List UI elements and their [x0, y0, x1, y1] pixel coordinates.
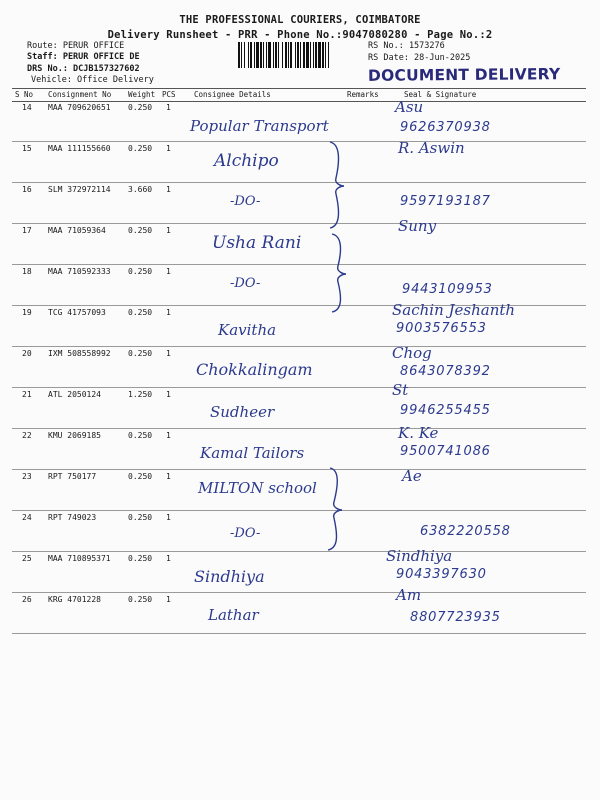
row-consignee-handwritten: Popular Transport	[190, 117, 329, 135]
row-signature: St	[392, 381, 409, 399]
row-consignment: IXM 508558992	[48, 349, 111, 358]
row-pcs: 1	[166, 185, 171, 194]
row-phone-handwritten: 9443109953	[402, 282, 493, 297]
row-sno: 19	[22, 308, 32, 317]
row-phone-handwritten: 9946255455	[400, 403, 491, 418]
row-consignment: KMU 2069185	[48, 431, 101, 440]
row-consignment: ATL 2050124	[48, 390, 101, 399]
row-consignee-handwritten: Lathar	[208, 606, 259, 624]
row-phone-handwritten: 9500741086	[400, 444, 491, 459]
row-consignee-handwritten: Kavitha	[218, 321, 277, 339]
table-row	[12, 217, 586, 265]
route-info: Route: PERUR OFFICE	[27, 41, 125, 51]
document-delivery-stamp: DOCUMENT DELIVERY	[367, 65, 561, 85]
row-pcs: 1	[166, 431, 171, 440]
row-consignment: SLM 372972114	[48, 185, 111, 194]
row-phone-handwritten: 8807723935	[410, 610, 501, 625]
table-row	[12, 381, 586, 429]
table-row	[12, 424, 586, 470]
row-consignment: KRG 4701228	[48, 595, 101, 604]
row-sno: 24	[22, 513, 32, 522]
row-consignee-handwritten: Usha Rani	[212, 233, 302, 253]
col-sno: S No	[15, 90, 34, 99]
row-signature: Asu	[395, 98, 424, 116]
row-consignee-handwritten: -DO-	[230, 194, 261, 209]
row-sno: 26	[22, 595, 32, 604]
drs-info: DRS No.: DCJB157327602	[27, 64, 140, 74]
row-phone-handwritten: 8643078392	[400, 364, 491, 379]
barcode-image	[238, 42, 362, 68]
row-pcs: 1	[166, 554, 171, 563]
vehicle-info: Vehicle: Office Delivery	[31, 75, 154, 85]
row-consignee-handwritten: Chokkalingam	[196, 360, 313, 379]
table-row	[12, 182, 586, 224]
row-weight: 0.250	[128, 554, 153, 563]
row-weight: 0.250	[128, 308, 153, 317]
row-pcs: 1	[166, 390, 171, 399]
row-pcs: 1	[166, 267, 171, 276]
table-row	[12, 346, 586, 388]
row-consignee-handwritten: Sudheer	[210, 403, 275, 421]
row-signature: Ae	[402, 467, 422, 485]
row-consignee-handwritten: Alchipo	[214, 151, 279, 171]
row-pcs: 1	[166, 513, 171, 522]
table-row	[12, 100, 586, 142]
row-consignment: MAA 111155660	[48, 144, 111, 153]
row-pcs: 1	[166, 103, 171, 112]
brace-17-18	[328, 232, 352, 314]
row-consignee-handwritten: MILTON school	[198, 479, 317, 497]
staff-info: Staff: PERUR OFFICE DE	[27, 52, 140, 62]
row-weight: 0.250	[128, 472, 153, 481]
row-consignment: MAA 709620651	[48, 103, 111, 112]
row-sno: 23	[22, 472, 32, 481]
row-phone-handwritten: 9626370938	[400, 120, 491, 135]
row-consignee-handwritten: -DO-	[230, 276, 261, 291]
row-weight: 0.250	[128, 144, 153, 153]
row-phone-handwritten: 9003576553	[396, 321, 487, 336]
company-title: THE PROFESSIONAL COURIERS, COIMBATORE	[179, 14, 421, 26]
row-signature: Suny	[398, 217, 437, 235]
row-pcs: 1	[166, 226, 171, 235]
row-signature: Chog	[392, 344, 432, 362]
row-consignment: RPT 749023	[48, 513, 97, 522]
table-row	[12, 547, 586, 593]
row-sno: 21	[22, 390, 32, 399]
col-pcs: PCS	[162, 90, 176, 99]
row-consignee-handwritten: Sindhiya	[194, 567, 265, 586]
rs-number: RS No.: 1573276	[368, 41, 445, 51]
row-pcs: 1	[166, 472, 171, 481]
runsheet-subtitle: Delivery Runsheet - PRR - Phone No.:9047080280 - Page No.:2	[107, 29, 493, 41]
row-weight: 0.250	[128, 226, 153, 235]
col-remarks: Remarks	[347, 90, 379, 99]
row-consignment: MAA 71059364	[48, 226, 106, 235]
row-sno: 25	[22, 554, 32, 563]
col-consignment: Consignment No	[48, 90, 112, 99]
row-consignee-handwritten: -DO-	[230, 526, 261, 541]
table-row	[12, 141, 586, 183]
row-consignee-handwritten: Kamal Tailors	[200, 444, 305, 462]
table-row	[12, 264, 586, 306]
row-sno: 15	[22, 144, 32, 153]
table-row	[12, 301, 586, 347]
table-row	[12, 586, 586, 634]
row-consignment: RPT 750177	[48, 472, 97, 481]
row-sno: 22	[22, 431, 32, 440]
row-weight: 1.250	[128, 390, 153, 399]
row-signature: R. Aswin	[398, 139, 465, 157]
row-weight: 0.250	[128, 513, 153, 522]
col-seal: Seal & Signature	[404, 90, 477, 99]
table-row	[12, 510, 586, 552]
row-consignment: MAA 710592333	[48, 267, 111, 276]
col-consignee: Consignee Details	[194, 90, 271, 99]
row-pcs: 1	[166, 595, 171, 604]
row-sno: 17	[22, 226, 32, 235]
row-consignment: MAA 710895371	[48, 554, 111, 563]
row-weight: 0.250	[128, 595, 153, 604]
row-pcs: 1	[166, 308, 171, 317]
table-row	[12, 469, 586, 511]
row-weight: 0.250	[128, 349, 153, 358]
brace-23-24	[324, 466, 348, 552]
row-phone-handwritten: 9597193187	[400, 194, 491, 209]
row-signature: Am	[396, 586, 422, 604]
row-consignment: TCG 41757093	[48, 308, 106, 317]
row-sno: 14	[22, 103, 32, 112]
row-phone-handwritten: 6382220558	[420, 524, 511, 539]
row-pcs: 1	[166, 144, 171, 153]
row-weight: 3.660	[128, 185, 153, 194]
col-weight: Weight	[128, 90, 156, 99]
row-weight: 0.250	[128, 103, 153, 112]
row-weight: 0.250	[128, 267, 153, 276]
row-phone-handwritten: 9043397630	[396, 567, 487, 582]
row-signature: K. Ke	[398, 424, 439, 442]
row-sno: 18	[22, 267, 32, 276]
row-signature: Sachin Jeshanth	[392, 301, 516, 319]
rs-date: RS Date: 28-Jun-2025	[368, 53, 471, 63]
row-signature: Sindhiya	[386, 547, 453, 565]
row-pcs: 1	[166, 349, 171, 358]
row-weight: 0.250	[128, 431, 153, 440]
row-sno: 20	[22, 349, 32, 358]
row-sno: 16	[22, 185, 32, 194]
brace-15-16	[326, 140, 350, 230]
